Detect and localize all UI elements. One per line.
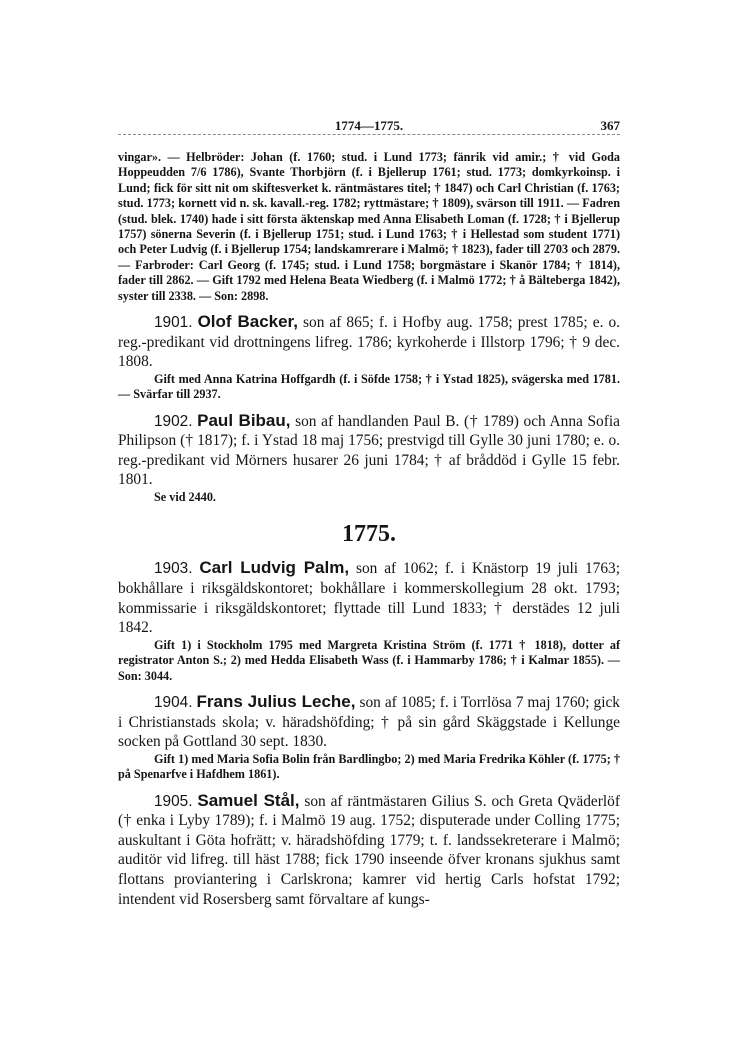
entry-1901 [118,312,620,372]
entry-number: 1901. [154,314,193,332]
page-range: 1774—1775. [334,118,404,133]
header-rule [118,134,620,135]
entry-name: Carl Ludvig Palm, [199,558,350,578]
entry-note: Gift 1) i Stockholm 1795 med Margreta Kristina Ström (f. 1771 † 1818), dotter af registrator Anton S.; 2) med Hedda Elisabeth Wass (f. i Hammarby 1786; † i Kalmar 1855). — Son: 3044. [118,637,620,683]
page-body [118,150,620,909]
entry-text: son af 865; f. i Hofby aug. 1758; prest 1785; e. o. reg.-predikant vid drottningens lifreg. 1786; kyrkoherde i Illstorp 1796; † 9 dec. 1808. [118,314,620,371]
entry-1905 [118,791,620,910]
entry-name: Frans Julius Leche, [196,692,356,712]
entry-number: 1902. [154,412,193,430]
entry-name: Samuel Stål, [197,790,300,810]
year-heading: 1775. [342,521,396,548]
entry-text: son af 1062; f. i Knästorp 19 juli 1763; bokhållare i riksgäldskontoret; bokhållare i kommerskollegium 28 okt. 1793; kommissarie i riksgäldskontoret; flyttade till Lund 1833; † derstädes 12 juli 1842. [118,560,620,637]
entry-number: 1905. [154,792,193,810]
entry-1903 [118,558,620,637]
entry-number: 1903. [154,560,193,578]
entry-text: son af handlanden Paul B. († 1789) och Anna Sofia Philipson († 1817); f. i Ystad 18 maj 1756; prestvigd till Gylle 30 juni 1780; e. o. reg.-predikant vid Mörners husarer 26 juni 1784; † af bråddöd i Gylle 15 febr. 1801. [118,412,620,489]
intro-paragraph: vingar». — Helbröder: Johan (f. 1760; stud. i Lund 1773; fänrik vid amir.; † vid Goda Hoppeudden 7/6 1786), Svante Thorbjörn (f. i Bjellerup 1761; stud. 1773; domkyrkoinsp. i Lund; fick för sitt nit om skiftesverket k. räntmästares titel; † 1847) och Carl Christian (f. 1763; stud. 1773; kornett vid n. sk. kavall.-reg. 1782; ryttmästare; † 1809), svärson till 1911. — Fadren (stud. blek. 1740) hade i sitt första äktenskap med Anna Elisabeth Loman (f. 1728; † i Bjellerup 1757) sönerna Severin (f. i Bjellerup 1751; stud. i Lund 1763; † i Hellestad som student 1771) och Peter Ludvig (f. i Bjellerup 1754; landskamrerare i Malmö; † 1823), fader till 2703 och 2879. — Farbroder: Carl Georg (f. 1745; stud. i Lund 1758; borgmästare i Skanör 1784; † 1814), fader till 2862. — Gift 1792 med Helena Beata Wiedberg (f. i Malmö 1772; † å Bälteberga 1842), syster till 2338. — Son: 2898. [118,150,620,303]
entry-text: son af 1085; f. i Torrlösa 7 maj 1760; gick i Christianstads skola; v. häradshöfding; † på sin gård Skäggstade i Kellunge socken på Gottland 30 sept. 1830. [118,694,620,751]
page-number: 367 [600,118,620,133]
entry-note: Gift 1) med Maria Sofia Bolin från Bardlingbo; 2) med Maria Fredrika Köhler (f. 1775; † på Spenarfve i Hafdhem 1861). [118,751,620,782]
entry-number: 1904. [154,694,193,712]
entry-name: Olof Backer, [197,312,298,332]
entry-1904 [118,692,620,752]
entry-1902 [118,411,620,490]
page-header [118,118,620,138]
entry-text: son af räntmästaren Gilius S. och Greta Qväderlöf († enka i Lyby 1789); f. i Malmö 19 aug. 1752; disputerade under Colling 1775; auskultant i Göta hofrätt; v. häradshöfding 1779; t. f. landssekreterare i Malmö; auditör vid lifreg. till häst 1788; fick 1790 inseende öfver kronans sjukhus samt flottans proviantering i Carlskrona; kamrer vid hertig Carls hofstat 1792; intendent vid Rosersberg samt förvaltare af kungs- [118,792,620,908]
entry-note: Se vid 2440. [154,490,216,505]
entry-note: Gift med Anna Katrina Hoffgardh (f. i Söfde 1758; † i Ystad 1825), svägerska med 1781. — Svärfar till 2937. [118,371,620,402]
entry-name: Paul Bibau, [197,410,291,430]
